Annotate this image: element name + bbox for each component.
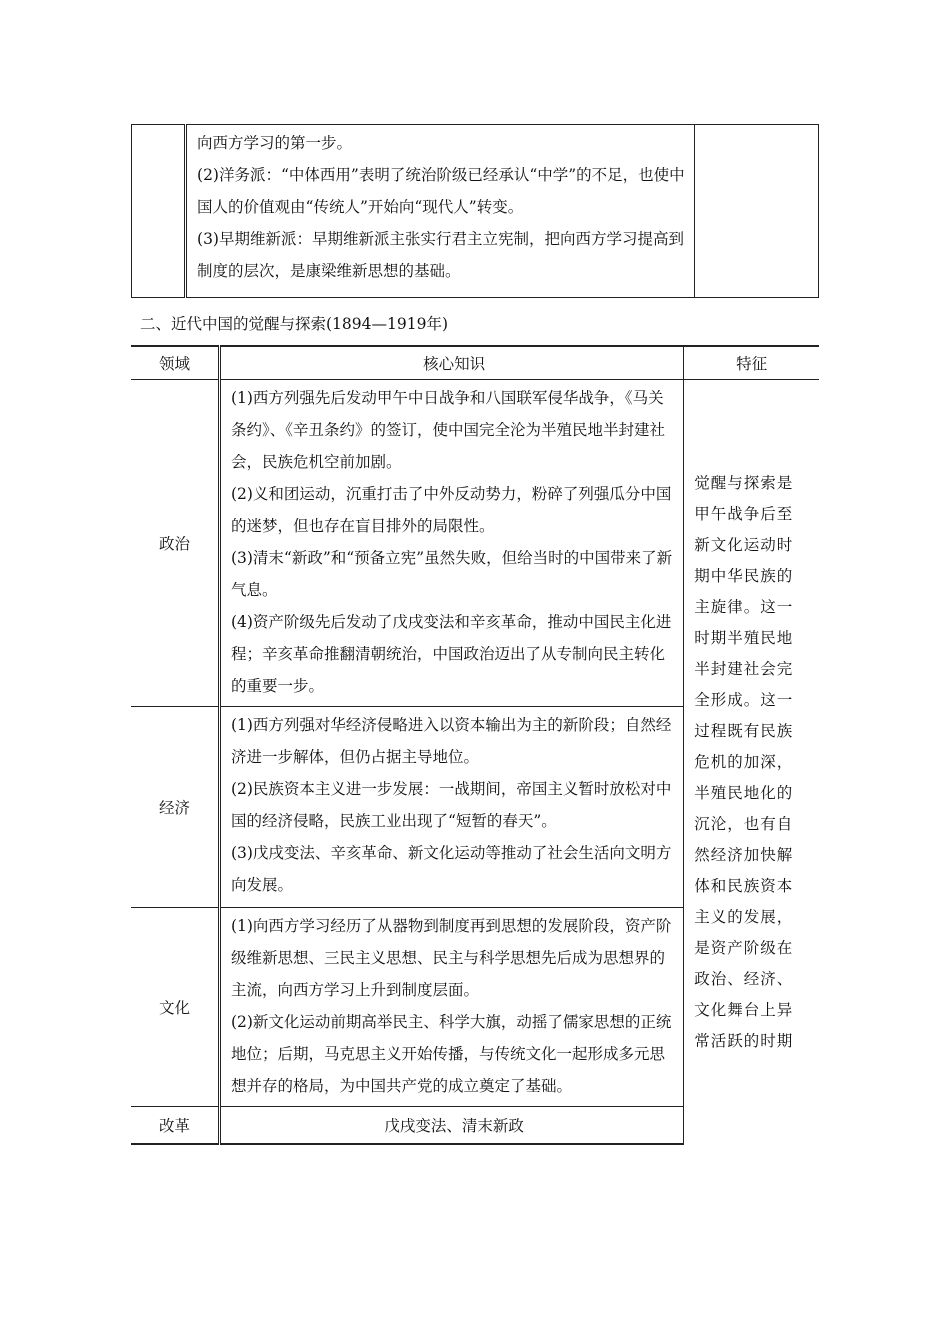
paragraph: (4)资产阶级先后发动了戊戌变法和辛亥革命，推动中国民主化进程；辛亥革命推翻清朝统治，中国政治迈出了从专制向民主转化的重要一步。: [230, 613, 672, 695]
paragraph: (2)洋务派：“中体西用”表明了统治阶级已经承认“中学”的不足，也使中国人的价值观由“传统人”开始向“现代人”转变。: [197, 166, 685, 216]
continuation-table: [131, 124, 819, 298]
knowledge-cell: [219, 908, 683, 1107]
knowledge-cell: [219, 707, 683, 908]
feature-text: 觉醒与探索是甲午战争后至新文化运动时期中华民族的主旋律。这一时期半殖民地半封建社会完全形成。这一过程既有民族危机的加深，半殖民地化的沉沦，也有自然经济加快解体和民族资本主义的发展，是资产阶级在政治、经济、文化舞台上异常活跃的时期: [694, 473, 794, 1050]
paragraph: (3)戊戌变法、辛亥革命、新文化运动等推动了社会生活向文明方向发展。: [230, 844, 672, 894]
header-core-knowledge: 核心知识: [219, 346, 683, 380]
paragraph: (2)新文化运动前期高举民主、科学大旗，动摇了儒家思想的正统地位；后期，马克思主义开始传播，与传统文化一起形成多元思想并存的格局，为中国共产党的成立奠定了基础。: [230, 1013, 672, 1095]
header-feature: 特征: [684, 346, 819, 380]
empty-feature-cell: [694, 125, 818, 298]
paragraph: (2)义和团运动，沉重打击了中外反动势力，粉碎了列强瓜分中国的迷梦，但也存在盲目排外的局限性。: [230, 485, 672, 535]
section-heading: 二、近代中国的觉醒与探索(1894—1919年): [140, 315, 448, 333]
paragraph: (2)民族资本主义进一步发展：一战期间，帝国主义暂时放松对中国的经济侵略，民族工业出现了“短暂的春天”。: [230, 780, 672, 830]
header-field: 领域: [131, 346, 219, 380]
knowledge-cell: [186, 125, 695, 298]
category-politics: 政治: [131, 380, 219, 707]
paragraph: (1)向西方学习经历了从器物到制度再到思想的发展阶段，资产阶级维新思想、三民主义思想、民主与科学思想先后成为思想界的主流，向西方学习上升到制度层面。: [230, 917, 672, 999]
paragraph: (3)清末“新政”和“预备立宪”虽然失败，但给当时的中国带来了新气息。: [230, 549, 673, 599]
category-culture: 文化: [131, 908, 219, 1107]
paragraph: (1)西方列强先后发动甲午中日战争和八国联军侵华战争，《马关条约》、《辛丑条约》的签订，使中国完全沦为半殖民地半封建社会，民族危机空前加剧。: [230, 389, 665, 471]
paragraph: (3)早期维新派：早期维新派主张实行君主立宪制，把向西方学习提高到制度的层次，是康梁维新思想的基础。: [197, 230, 684, 280]
paragraph: (1)西方列强对华经济侵略进入以资本输出为主的新阶段；自然经济进一步解体，但仍占据主导地位。: [230, 716, 672, 766]
category-economy: 经济: [131, 707, 219, 908]
table-header-row: [131, 346, 819, 380]
table-row: [131, 380, 819, 707]
knowledge-cell: [219, 380, 683, 707]
awakening-table: [131, 345, 819, 1145]
feature-cell: [684, 380, 819, 1145]
paragraph: 向西方学习的第一步。: [197, 134, 353, 152]
category-reform: 改革: [131, 1107, 219, 1145]
empty-category-cell: [132, 125, 186, 298]
reform-text: 戊戌变法、清末新政: [219, 1107, 683, 1145]
